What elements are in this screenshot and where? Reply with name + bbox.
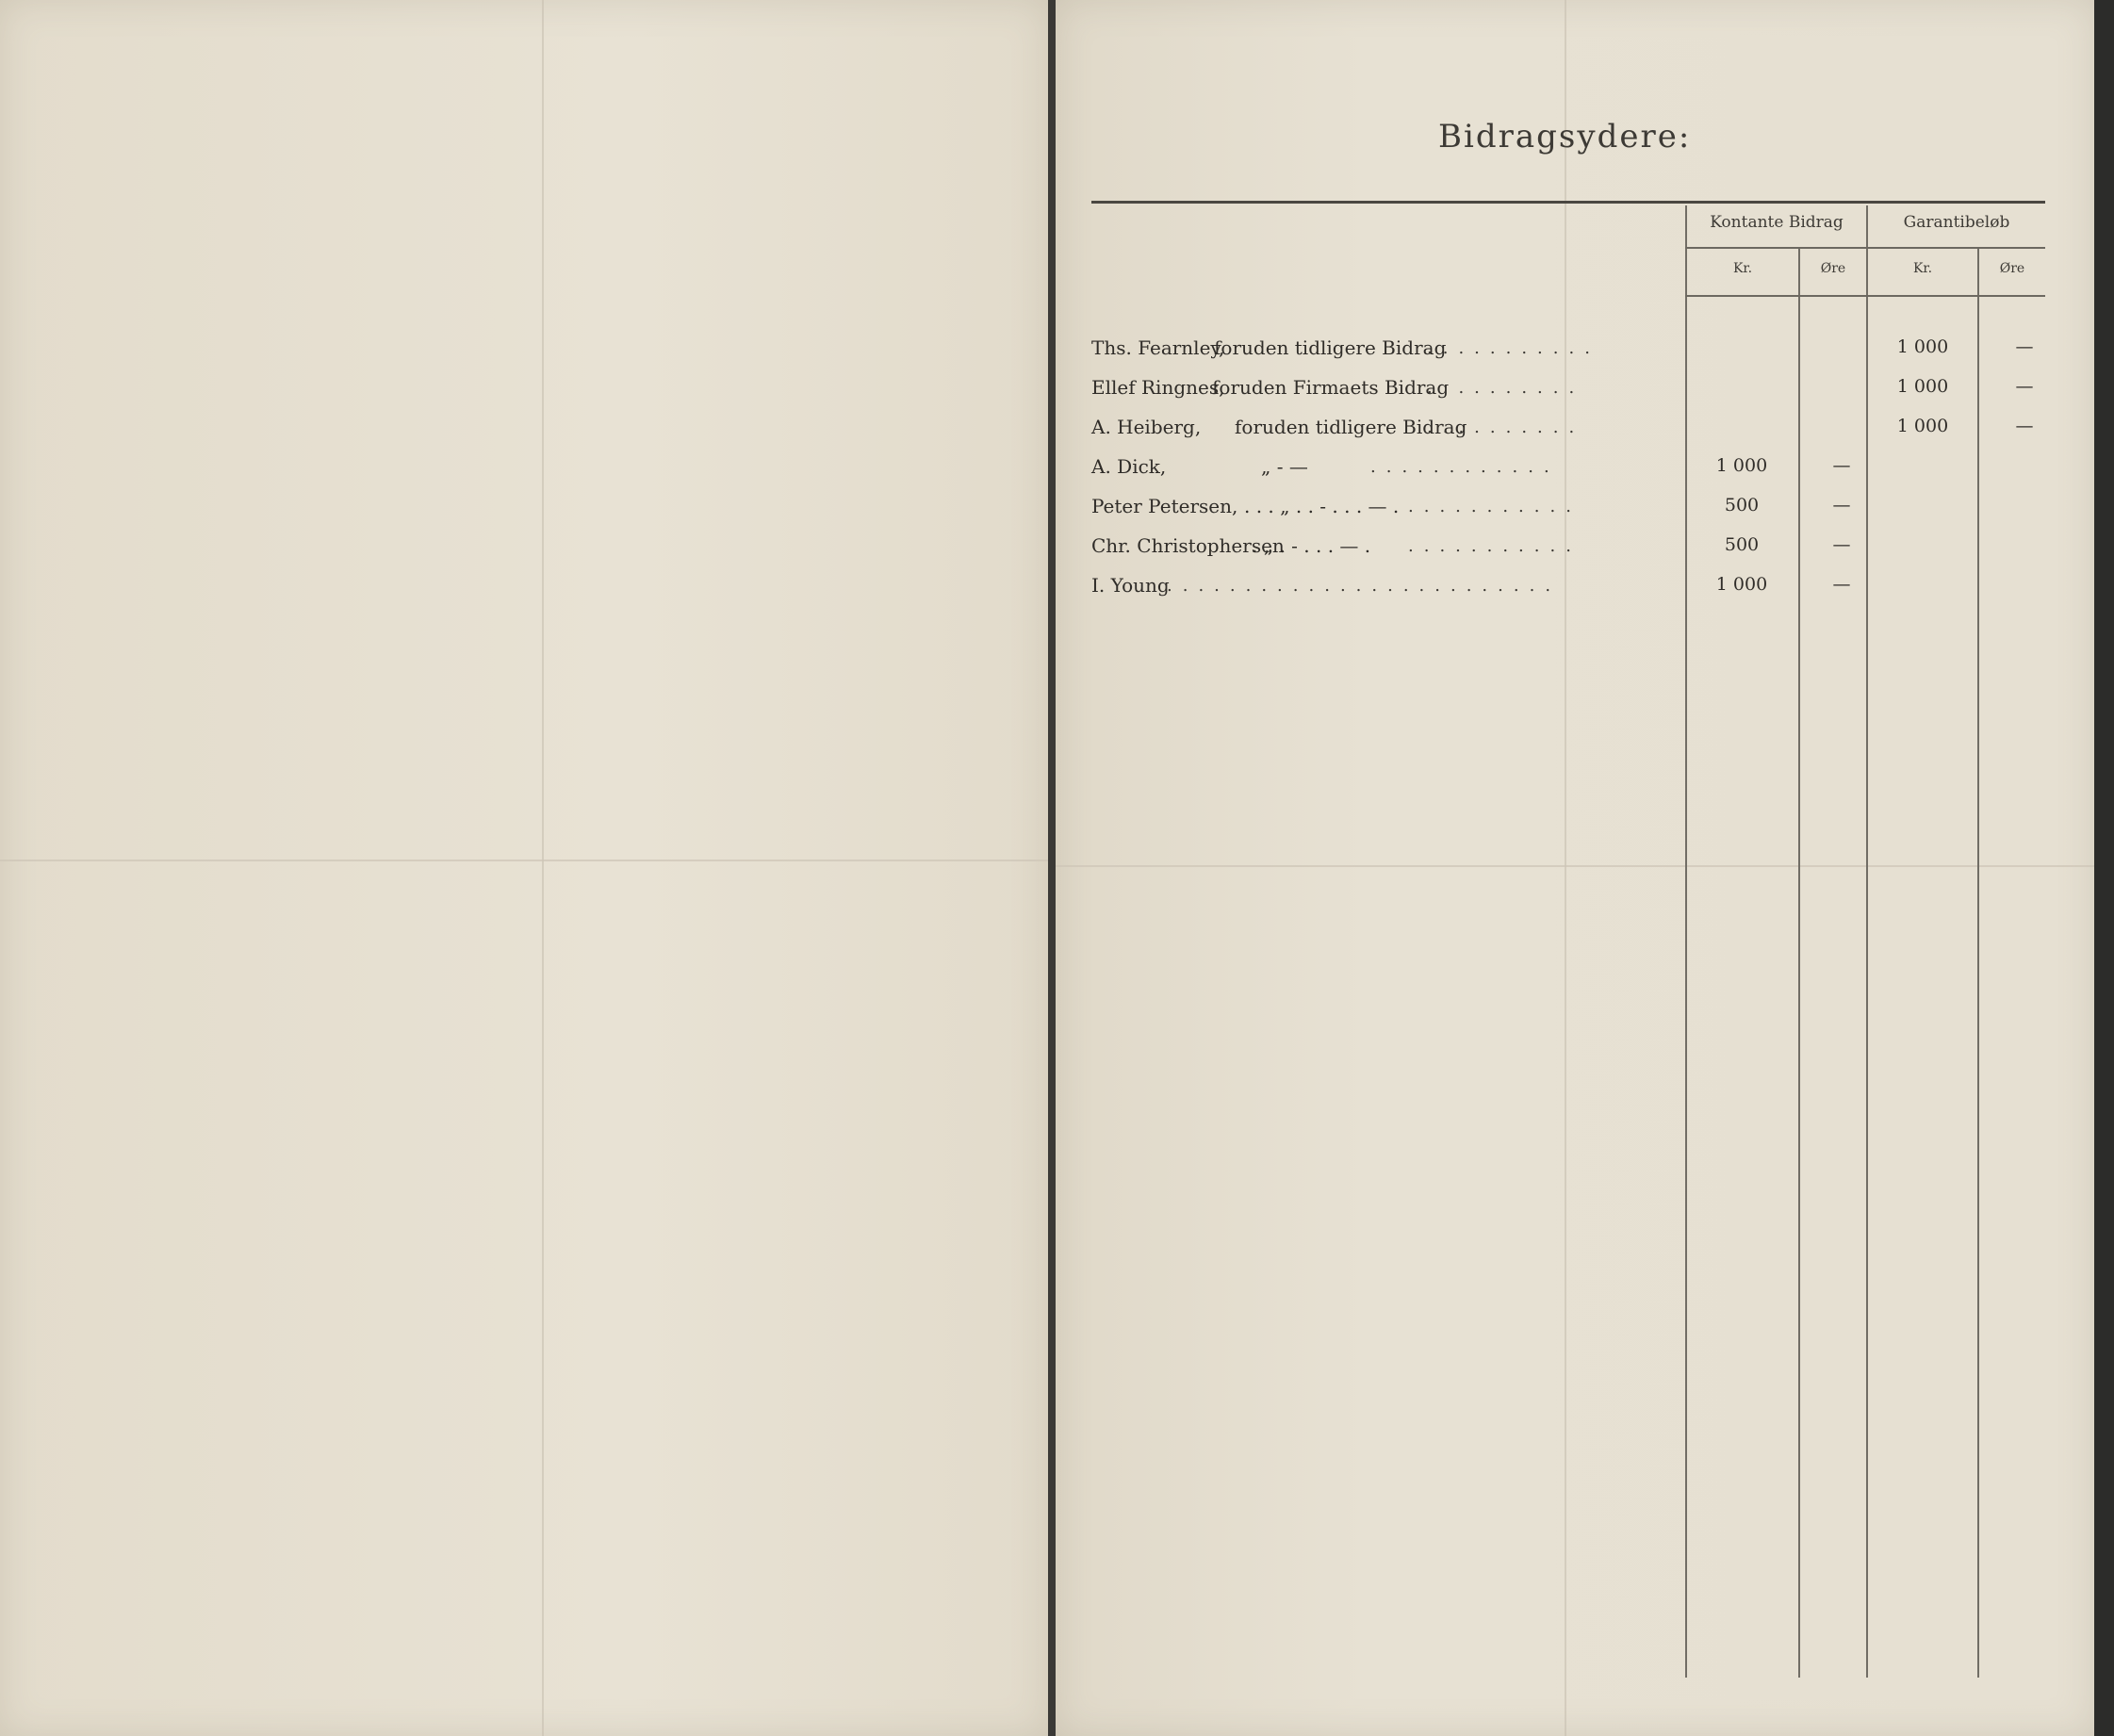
header-kr: Kr.	[1912, 261, 1933, 276]
dot-leader: .........................	[1167, 576, 1562, 596]
dot-leader: ..........	[1427, 418, 1585, 437]
kontant-kr: 500	[1724, 495, 1760, 516]
contributor-name: A. Dick,	[1091, 455, 1167, 478]
fold-crease	[1056, 865, 2094, 867]
fold-crease	[1565, 0, 1566, 1736]
kontant-ore: —	[1832, 495, 1851, 516]
table-row	[1091, 534, 2114, 563]
row-note: . „ . - . . . — .	[1252, 534, 1371, 557]
header-kr: Kr.	[1732, 261, 1753, 276]
kontant-ore: —	[1832, 534, 1851, 555]
table-row	[1091, 336, 2114, 365]
dot-leader: ...........	[1408, 536, 1581, 556]
kontant-kr: 1 000	[1715, 455, 1768, 476]
garanti-ore: —	[2015, 336, 2034, 357]
row-note: „ - —	[1261, 455, 1308, 478]
header-garantibelob: Garantibeløb	[1903, 213, 2010, 232]
header-rule	[1685, 247, 2045, 249]
page-title: Bidragsydere:	[1438, 118, 1692, 156]
kontant-kr: 500	[1724, 534, 1760, 555]
dot-leader: ............	[1370, 457, 1560, 477]
row-note: foruden Firmaets Bidrag	[1212, 376, 1450, 399]
garanti-kr: 1 000	[1896, 416, 1949, 436]
table-row	[1091, 376, 2114, 404]
kontant-ore: —	[1832, 574, 1851, 595]
table-row	[1091, 455, 2114, 483]
garanti-kr: 1 000	[1896, 336, 1949, 357]
header-rule	[1685, 295, 2045, 297]
dot-leader: ...........	[1408, 497, 1581, 516]
table-row	[1091, 416, 2114, 444]
contributor-name: Peter Petersen,	[1091, 495, 1238, 517]
dot-leader: ..........	[1427, 378, 1585, 398]
contributor-name: Chr. Christophersen	[1091, 534, 1285, 557]
kontant-ore: —	[1832, 455, 1851, 476]
garanti-ore: —	[2015, 416, 2034, 436]
table-row	[1091, 495, 2114, 523]
row-note: foruden tidligere Bidrag	[1214, 336, 1447, 359]
book-spine	[1048, 0, 1056, 1736]
kontant-kr: 1 000	[1715, 574, 1768, 595]
contributor-name: A. Heiberg,	[1091, 416, 1202, 438]
fold-crease	[0, 860, 1048, 861]
garanti-kr: 1 000	[1896, 376, 1949, 397]
fold-crease	[542, 0, 544, 1736]
garanti-ore: —	[2015, 376, 2034, 397]
header-kontante-bidrag: Kontante Bidrag	[1710, 213, 1844, 232]
row-note: . . . „ . . - . . . — .	[1244, 495, 1400, 517]
dot-leader: ...........	[1427, 338, 1600, 358]
contributor-name: Ellef Ringnes,	[1091, 376, 1225, 399]
contributor-name: Ths. Fearnley,	[1091, 336, 1225, 359]
left-page	[0, 0, 1048, 1736]
row-note: foruden tidligere Bidrag	[1235, 416, 1467, 438]
contributor-name: I. Young	[1091, 574, 1170, 597]
table-row	[1091, 574, 2114, 602]
header-ore: Øre	[1999, 261, 2025, 276]
header-rule	[1091, 201, 2045, 204]
header-ore: Øre	[1820, 261, 1846, 276]
